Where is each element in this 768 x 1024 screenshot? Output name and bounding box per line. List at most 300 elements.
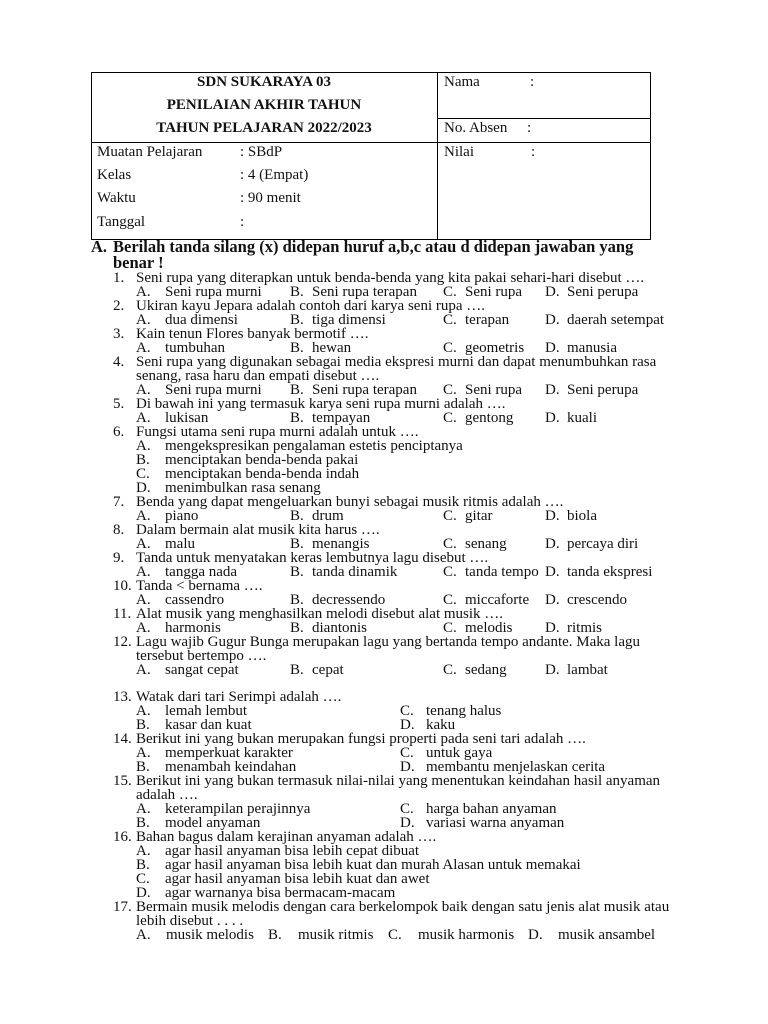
option-line	[136, 481, 713, 495]
question-text-line: Bahan bagus dalam kerajinan anyaman adalah ….	[136, 829, 437, 845]
question-body	[136, 355, 713, 397]
question-number: 12.	[113, 634, 132, 650]
answer-option	[443, 411, 545, 425]
question-body	[136, 579, 713, 607]
answer-option	[290, 593, 443, 607]
option-letter: D.	[545, 312, 560, 328]
option-text: cassendro	[165, 592, 225, 608]
option-letter: D.	[545, 662, 560, 678]
option-text: biola	[567, 508, 597, 524]
option-line	[136, 760, 713, 774]
answer-option	[290, 341, 443, 355]
question-body	[136, 397, 713, 425]
option-text: Seni perupa	[567, 382, 639, 398]
option-text: tanda dinamik	[312, 564, 398, 580]
option-text: tanda ekspresi	[567, 564, 653, 580]
answer-option	[136, 858, 713, 872]
answer-option	[136, 802, 400, 816]
option-letter: B.	[136, 815, 150, 831]
option-letter: C.	[400, 703, 414, 719]
answer-option	[290, 285, 443, 299]
option-text: gentong	[465, 410, 514, 426]
question-text-line: Berikut ini yang bukan termasuk nilai-nilai yang menentukan keindahan hasil anyaman	[136, 773, 661, 789]
question-item	[113, 355, 713, 397]
nilai-label: Nilai	[444, 144, 474, 160]
option-letter: B.	[136, 857, 150, 873]
answer-option	[388, 928, 528, 942]
option-letter: B.	[290, 410, 304, 426]
option-line	[136, 718, 713, 732]
school-name: SDN SUKARAYA 03	[197, 74, 331, 90]
option-letter: C.	[443, 536, 457, 552]
option-line	[136, 453, 713, 467]
option-text: kaku	[426, 717, 456, 733]
question-item	[113, 327, 713, 355]
answer-option	[136, 313, 290, 327]
answer-option	[136, 439, 713, 453]
option-letter: C.	[443, 312, 457, 328]
question-item	[113, 607, 713, 635]
option-text: tangga nada	[165, 564, 238, 580]
option-letter: A.	[136, 620, 151, 636]
header-table-column-divider	[437, 72, 438, 240]
option-letter: B.	[290, 340, 304, 356]
question-number: 13.	[113, 689, 132, 705]
answer-option	[136, 467, 713, 481]
option-line	[136, 802, 713, 816]
option-letter: A.	[136, 340, 151, 356]
option-letter: D.	[528, 927, 543, 943]
option-letter: B.	[290, 564, 304, 580]
question-body	[136, 551, 713, 579]
option-line	[136, 844, 713, 858]
question-item	[113, 732, 713, 774]
answer-option	[290, 509, 443, 523]
question-text-line: Tanda untuk menyatakan keras lembutnya lagu disebut ….	[136, 550, 489, 566]
answer-option	[290, 383, 443, 397]
option-line	[136, 565, 713, 579]
answer-option	[136, 509, 290, 523]
question-text-line: lebih disebut . . . .	[136, 913, 244, 929]
option-letter: D.	[545, 592, 560, 608]
section-a-instruction-line: Berilah tanda silang (x) didepan huruf a,b,c atau d didepan jawaban yang	[113, 237, 634, 256]
option-letter: D.	[545, 620, 560, 636]
option-line	[136, 467, 713, 481]
option-text: melodis	[465, 620, 513, 636]
option-letter: C.	[443, 410, 457, 426]
option-text: piano	[165, 508, 199, 524]
option-letter: A.	[136, 703, 151, 719]
muatan-pelajaran-value: : SBdP	[240, 144, 283, 160]
option-text: terapan	[465, 312, 510, 328]
answer-option	[400, 718, 713, 732]
answer-option	[290, 663, 443, 677]
option-text: percaya diri	[567, 536, 639, 552]
option-text: menambah keindahan	[165, 759, 297, 775]
question-body	[136, 607, 713, 635]
option-line	[136, 663, 713, 677]
option-line	[136, 313, 713, 327]
answer-option	[545, 621, 713, 635]
answer-option	[136, 565, 290, 579]
answer-option	[443, 383, 545, 397]
question-number: 11.	[113, 606, 132, 622]
answer-option	[400, 704, 713, 718]
question-body	[136, 327, 713, 355]
question-text-line: senang, rasa haru dan empati disebut ….	[136, 368, 380, 384]
option-letter: C.	[443, 662, 457, 678]
option-text: sangat cepat	[165, 662, 239, 678]
answer-option	[528, 928, 713, 942]
answer-option	[545, 593, 713, 607]
option-text: lambat	[567, 662, 608, 678]
option-line	[136, 746, 713, 760]
answer-option	[443, 593, 545, 607]
answer-option	[545, 509, 713, 523]
option-line	[136, 411, 713, 425]
option-letter: B.	[136, 759, 150, 775]
question-body	[136, 271, 713, 299]
answer-option	[545, 383, 713, 397]
option-letter: C.	[400, 745, 414, 761]
option-text: harga bahan anyaman	[426, 801, 557, 817]
option-text: mengekspresikan pengalaman estetis penciptanya	[165, 438, 463, 454]
question-item	[113, 900, 713, 942]
answer-option	[545, 285, 713, 299]
question-number: 15.	[113, 773, 132, 789]
answer-option	[136, 928, 268, 942]
option-letter: B.	[290, 662, 304, 678]
answer-option	[443, 621, 545, 635]
question-text-line: Kain tenun Flores banyak bermotif ….	[136, 326, 369, 342]
nama-value: :	[530, 74, 535, 90]
question-body	[136, 732, 713, 774]
option-letter: C.	[388, 927, 402, 943]
answer-option	[136, 621, 290, 635]
question-text-line: Benda yang dapat mengeluarkan bunyi sebagai musik ritmis adalah ….	[136, 494, 564, 510]
option-letter: D.	[545, 284, 560, 300]
answer-option	[136, 704, 400, 718]
option-letter: A.	[136, 536, 151, 552]
question-number: 5.	[113, 396, 125, 412]
option-text: Seni rupa terapan	[312, 284, 417, 300]
answer-option	[136, 844, 713, 858]
option-letter: D.	[400, 717, 415, 733]
option-letter: D.	[400, 815, 415, 831]
question-text-line: Seni rupa yang diterapkan untuk benda-benda yang kita pakai sehari-hari disebut ….	[136, 270, 645, 286]
option-line	[136, 704, 713, 718]
question-number: 2.	[113, 298, 125, 314]
option-letter: D.	[400, 759, 415, 775]
option-text: geometris	[465, 340, 525, 356]
no-absen-value: :	[527, 120, 532, 136]
option-text: ritmis	[567, 620, 603, 636]
option-letter: C.	[443, 340, 457, 356]
option-letter: C.	[443, 382, 457, 398]
tanggal-value: :	[240, 214, 245, 230]
option-letter: D.	[136, 480, 151, 496]
answer-option	[136, 481, 713, 495]
option-letter: A.	[136, 662, 151, 678]
question-item	[113, 830, 713, 900]
option-letter: A.	[136, 438, 151, 454]
option-line	[136, 816, 713, 830]
option-letter: D.	[545, 564, 560, 580]
option-text: cepat	[312, 662, 344, 678]
option-letter: B.	[290, 508, 304, 524]
option-text: miccaforte	[465, 592, 530, 608]
answer-option	[443, 509, 545, 523]
question-text-line: Alat musik yang menghasilkan melodi disebut alat musik ….	[136, 606, 504, 622]
option-text: diantonis	[312, 620, 367, 636]
option-line	[136, 886, 713, 900]
option-line	[136, 341, 713, 355]
section-a-letter: A.	[91, 237, 108, 256]
question-item	[113, 774, 713, 830]
waktu-label: Waktu	[97, 190, 136, 206]
answer-option	[136, 453, 713, 467]
question-item	[113, 635, 713, 677]
question-number: 7.	[113, 494, 125, 510]
option-letter: A.	[136, 592, 151, 608]
nilai-value: :	[531, 144, 536, 160]
section-a-instruction-line: benar !	[113, 253, 164, 272]
option-text: agar hasil anyaman bisa lebih kuat dan awet	[165, 871, 430, 887]
option-line	[136, 537, 713, 551]
question-body	[136, 900, 713, 942]
option-letter: B.	[290, 382, 304, 398]
option-text: model anyaman	[165, 815, 261, 831]
option-text: tanda tempo	[465, 564, 539, 580]
question-item	[113, 271, 713, 299]
option-text: gitar	[465, 508, 493, 524]
question-body	[136, 495, 713, 523]
option-text: hewan	[312, 340, 352, 356]
answer-option	[136, 285, 290, 299]
option-letter: A.	[136, 508, 151, 524]
answer-option	[290, 565, 443, 579]
answer-option	[400, 760, 713, 774]
academic-year: TAHUN PELAJARAN 2022/2023	[156, 120, 372, 136]
option-text: agar hasil anyaman bisa lebih kuat dan murah Alasan untuk memakai	[165, 857, 581, 873]
question-text-line: Bermain musik melodis dengan cara berkelompok baik dengan satu jenis alat musik atau	[136, 899, 670, 915]
option-text: agar warnanya bisa bermacam-macam	[165, 885, 396, 901]
option-letter: C.	[443, 508, 457, 524]
answer-option	[290, 537, 443, 551]
option-text: manusia	[567, 340, 617, 356]
answer-option	[136, 537, 290, 551]
answer-option	[443, 565, 545, 579]
question-body	[136, 523, 713, 551]
option-text: Seni rupa	[465, 284, 523, 300]
answer-option	[545, 663, 713, 677]
option-text: lukisan	[165, 410, 209, 426]
option-line	[136, 593, 713, 607]
answer-option	[136, 383, 290, 397]
option-letter: C.	[136, 871, 150, 887]
option-text: Seni rupa murni	[165, 284, 262, 300]
option-letter: A.	[136, 745, 151, 761]
question-number: 10.	[113, 578, 132, 594]
option-text: agar hasil anyaman bisa lebih cepat dibuat	[165, 843, 420, 859]
option-line	[136, 285, 713, 299]
answer-option	[290, 313, 443, 327]
option-text: variasi warna anyaman	[426, 815, 565, 831]
question-number: 9.	[113, 550, 125, 566]
question-item	[113, 425, 713, 495]
option-text: membantu menjelaskan cerita	[426, 759, 606, 775]
option-letter: C.	[400, 801, 414, 817]
question-item	[113, 690, 713, 732]
option-letter: C.	[443, 564, 457, 580]
option-letter: B.	[136, 452, 150, 468]
option-text: kuali	[567, 410, 597, 426]
option-letter: D.	[136, 885, 151, 901]
question-number: 6.	[113, 424, 125, 440]
answer-option	[290, 621, 443, 635]
question-text-line: Watak dari tari Serimpi adalah ….	[136, 689, 342, 705]
option-text: menangis	[312, 536, 370, 552]
answer-option	[136, 663, 290, 677]
exam-title: PENILAIAN AKHIR TAHUN	[166, 97, 362, 113]
question-text-line: Berikut ini yang bukan merupakan fungsi properti pada seni tari adalah ….	[136, 731, 586, 747]
answer-option	[545, 565, 713, 579]
option-letter: A.	[136, 312, 151, 328]
option-letter: C.	[443, 284, 457, 300]
option-text: harmonis	[165, 620, 221, 636]
option-letter: D.	[545, 340, 560, 356]
option-text: Seni perupa	[567, 284, 639, 300]
answer-option	[136, 760, 400, 774]
answer-option	[136, 341, 290, 355]
question-text-line: Lagu wajib Gugur Bunga merupakan lagu yang bertanda tempo andante. Maka lagu	[136, 634, 641, 650]
option-letter: C.	[443, 620, 457, 636]
question-text-line: Ukiran kayu Jepara adalah contoh dari karya seni rupa ….	[136, 298, 486, 314]
answer-option	[400, 816, 713, 830]
question-body	[136, 830, 713, 900]
option-letter: A.	[136, 410, 151, 426]
question-item	[113, 523, 713, 551]
option-text: untuk gaya	[426, 745, 493, 761]
option-text: dua dimensi	[165, 312, 238, 328]
answer-option	[443, 313, 545, 327]
option-text: musik harmonis	[418, 927, 515, 943]
option-letter: B.	[136, 717, 150, 733]
answer-option	[545, 313, 713, 327]
option-letter: B.	[290, 536, 304, 552]
question-text-line: adalah ….	[136, 787, 198, 803]
answer-option	[136, 593, 290, 607]
question-number: 8.	[113, 522, 125, 538]
option-text: Seni rupa	[465, 382, 523, 398]
question-number: 4.	[113, 354, 125, 370]
no-absen-label: No. Absen	[444, 120, 508, 136]
option-letter: D.	[545, 382, 560, 398]
answer-option	[400, 746, 713, 760]
question-body	[136, 690, 713, 732]
option-text: Seni rupa murni	[165, 382, 262, 398]
option-text: menimbulkan rasa senang	[165, 480, 321, 496]
option-text: tempayan	[312, 410, 371, 426]
question-text-line: Di bawah ini yang termasuk karya seni rupa murni adalah ….	[136, 396, 506, 412]
answer-option	[443, 341, 545, 355]
option-text: menciptakan benda-benda pakai	[165, 452, 359, 468]
option-line	[136, 509, 713, 523]
option-text: malu	[165, 536, 195, 552]
option-letter: A.	[136, 564, 151, 580]
option-text: keterampilan perajinnya	[165, 801, 311, 817]
option-text: decressendo	[312, 592, 386, 608]
question-text-line: Seni rupa yang digunakan sebagai media ekspresi murni dan dapat menumbuhkan rasa	[136, 354, 657, 370]
option-line	[136, 872, 713, 886]
option-letter: A.	[136, 382, 151, 398]
option-text: drum	[312, 508, 344, 524]
question-text-line: tersebut bertempo ….	[136, 648, 267, 664]
option-letter: A.	[136, 927, 151, 943]
option-letter: B.	[290, 620, 304, 636]
answer-option	[545, 341, 713, 355]
question-item	[113, 579, 713, 607]
kelas-label: Kelas	[97, 167, 132, 183]
option-text: memperkuat karakter	[165, 745, 293, 761]
question-body	[136, 774, 713, 830]
option-letter: D.	[545, 536, 560, 552]
answer-option	[443, 285, 545, 299]
tanggal-label: Tanggal	[97, 214, 146, 230]
question-item	[113, 495, 713, 523]
option-letter: B.	[290, 284, 304, 300]
option-text: menciptakan benda-benda indah	[165, 466, 360, 482]
option-line	[136, 621, 713, 635]
option-letter: C.	[443, 592, 457, 608]
answer-option	[136, 411, 290, 425]
option-text: kasar dan kuat	[165, 717, 252, 733]
option-letter: C.	[136, 466, 150, 482]
answer-option	[136, 886, 713, 900]
answer-option	[443, 663, 545, 677]
option-letter: A.	[136, 843, 151, 859]
question-item	[113, 299, 713, 327]
option-text: sedang	[465, 662, 507, 678]
answer-option	[545, 411, 713, 425]
option-text: lemah lembut	[165, 703, 248, 719]
question-text-line: Tanda < bernama ….	[136, 578, 263, 594]
question-text-line: Dalam bermain alat musik kita harus ….	[136, 522, 380, 538]
question-body	[136, 299, 713, 327]
option-text: Seni rupa terapan	[312, 382, 417, 398]
answer-option	[136, 718, 400, 732]
answer-option	[545, 537, 713, 551]
answer-option	[268, 928, 388, 942]
option-text: tumbuhan	[165, 340, 225, 356]
kelas-value: : 4 (Empat)	[240, 167, 309, 183]
option-line	[136, 858, 713, 872]
question-item	[113, 397, 713, 425]
option-text: musik ansambel	[558, 927, 656, 943]
question-list	[113, 271, 713, 942]
option-line	[136, 439, 713, 453]
waktu-value: : 90 menit	[240, 190, 301, 206]
question-number: 16.	[113, 829, 132, 845]
question-number: 3.	[113, 326, 125, 342]
option-text: musik ritmis	[298, 927, 374, 943]
option-text: senang	[465, 536, 507, 552]
option-text: crescendo	[567, 592, 627, 608]
muatan-pelajaran-label: Muatan Pelajaran	[97, 144, 203, 160]
option-letter: A.	[136, 801, 151, 817]
option-letter: D.	[545, 508, 560, 524]
question-body	[136, 635, 713, 677]
